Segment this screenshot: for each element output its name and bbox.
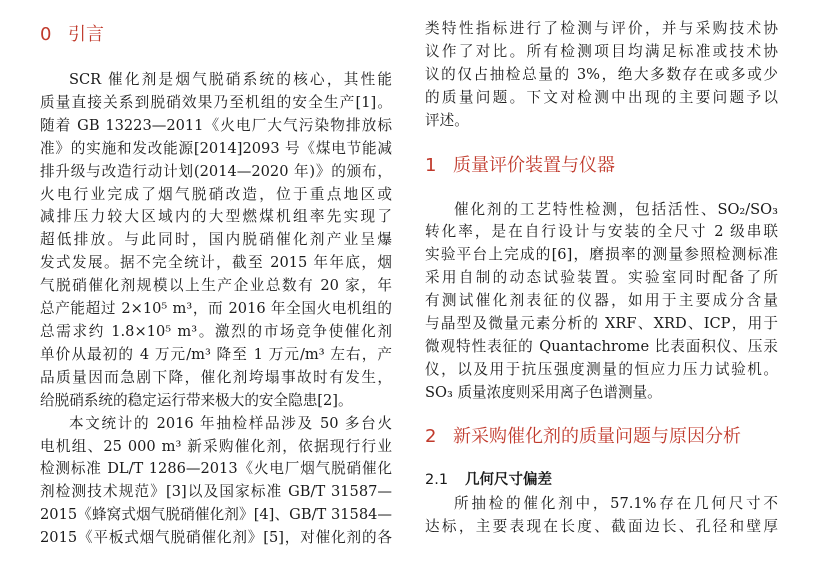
section-number: 1 <box>425 154 437 176</box>
text-line: 转化率，是在自行设计与安装的全尺寸 2 级串联 <box>425 223 778 241</box>
section-title: 质量评价装置与仪器 <box>453 154 615 176</box>
text-line: 排升级与改造行动计划(2014—2020 年)》的颁布， <box>40 162 392 180</box>
text-line: 给脱硝系统的稳定运行带来极大的安全隐患[2]。 <box>40 391 353 409</box>
text-line: 气脱硝催化剂规模以上生产企业总数有 20 家，年 <box>40 277 392 295</box>
text-line: 议作了对比。所有检测项目均满足标准或技术协 <box>425 42 778 60</box>
text-line: 议的仅占抽检总量的 3%，绝大多数存在或多或少 <box>425 65 778 83</box>
text-line: 减排压力较大区域内的大型燃煤机组率先实现了 <box>40 208 392 226</box>
paragraph-statistics <box>40 413 392 550</box>
section-number: 2 <box>425 425 437 447</box>
text-line: 总需求约 1.8×10⁵ m³。激烈的市场竞争使催化剂 <box>40 322 392 340</box>
text-line: 单价从最初的 4 万元/m³ 降至 1 万元/m³ 左右，产 <box>40 345 392 363</box>
text-line: 所抽检的催化剂中，57.1%存在几何尺寸不 <box>454 494 778 512</box>
text-line: 剂检测技术规范》[3]以及国家标准 GB/T 31587— <box>40 483 392 501</box>
text-line: 发式发展。据不完全统计，截至 2015 年年底，烟 <box>40 254 392 272</box>
paragraph-equipment <box>425 199 778 405</box>
paragraph-geometry <box>425 493 778 539</box>
text-line: 准》的实施和发改能源[2014]2093 号《煤电节能减 <box>40 139 392 157</box>
text-line: 采用自制的动态试验装置。实验室同时配备了所 <box>425 269 778 287</box>
text-line: 2015《平板式烟气脱硝催化剂》[5]，对催化剂的各 <box>40 529 392 547</box>
text-line: 催化剂的工艺特性检测，包括活性、SO₂/SO₃ <box>454 200 778 218</box>
text-line: 品质量因而急剧下降，催化剂垮塌事故时有发生， <box>40 368 392 386</box>
text-line: 类特性指标进行了检测与评价，并与采购技术协 <box>425 20 778 37</box>
text-line: 总产能超过 2×10⁵ m³，而 2016 年全国火电机组的 <box>40 300 392 318</box>
text-line: 电机组、25 000 m³ 新采购催化剂，依据现行行业 <box>40 437 392 455</box>
section-2-heading <box>425 425 778 449</box>
text-line: 本文统计的 2016 年抽检样品涉及 50 多台火 <box>69 414 392 432</box>
subsection-number: 2.1 <box>425 471 449 488</box>
text-line: 超低排放。与此同时，国内脱硝催化剂产业呈爆 <box>40 231 392 249</box>
text-line: 2015《蜂窝式烟气脱硝催化剂》[4]、GB/T 31584— <box>40 506 392 524</box>
text-line: SO₃ 质量浓度则采用离子色谱测量。 <box>425 383 662 401</box>
text-line: 评述。 <box>425 111 469 129</box>
paragraph-intro <box>40 69 392 413</box>
section-title: 引言 <box>68 24 104 45</box>
text-line: 的质量问题。下文对检测中出现的主要问题予以 <box>425 88 778 106</box>
section-title: 新采购催化剂的质量问题与原因分析 <box>453 425 741 447</box>
text-line: 达标，主要表现在长度、截面边长、孔径和壁厚 <box>425 517 778 535</box>
left-column <box>40 0 392 550</box>
section-1-heading <box>425 154 778 178</box>
subsection-title: 几何尺寸偏差 <box>465 471 552 488</box>
section-number: 0 <box>40 24 52 45</box>
text-line: 检测标准 DL/T 1286—2013《火电厂烟气脱硝催化 <box>40 460 392 478</box>
paragraph-continued <box>425 18 778 133</box>
section-0-heading <box>40 23 392 47</box>
text-line: 实验平台上完成的[6]，磨损率的测量参照检测标准 <box>425 246 778 264</box>
text-line: 微观特性表征的 Quantachrome 比表面积仪、压汞 <box>425 337 778 355</box>
right-column <box>425 0 778 539</box>
text-line: SCR 催化剂是烟气脱硝系统的核心，其性能 <box>69 71 392 88</box>
text-line: 质量直接关系到脱硝效果乃至机组的安全生产[1]。 <box>40 93 392 111</box>
text-line: 仪，以及用于抗压强度测量的恒应力压力试验机。 <box>425 360 778 378</box>
text-line: 与晶型及微量元素分析的 XRF、XRD、ICP，用于 <box>425 315 778 333</box>
text-line: 火电行业完成了烟气脱硝改造，位于重点地区或 <box>40 185 392 203</box>
text-line: 有测试催化剂表征的仪器，如用于主要成分含量 <box>425 292 778 310</box>
section-2-1-heading <box>425 469 778 491</box>
text-line: 随着 GB 13223—2011《火电厂大气污染物排放标 <box>40 116 392 134</box>
